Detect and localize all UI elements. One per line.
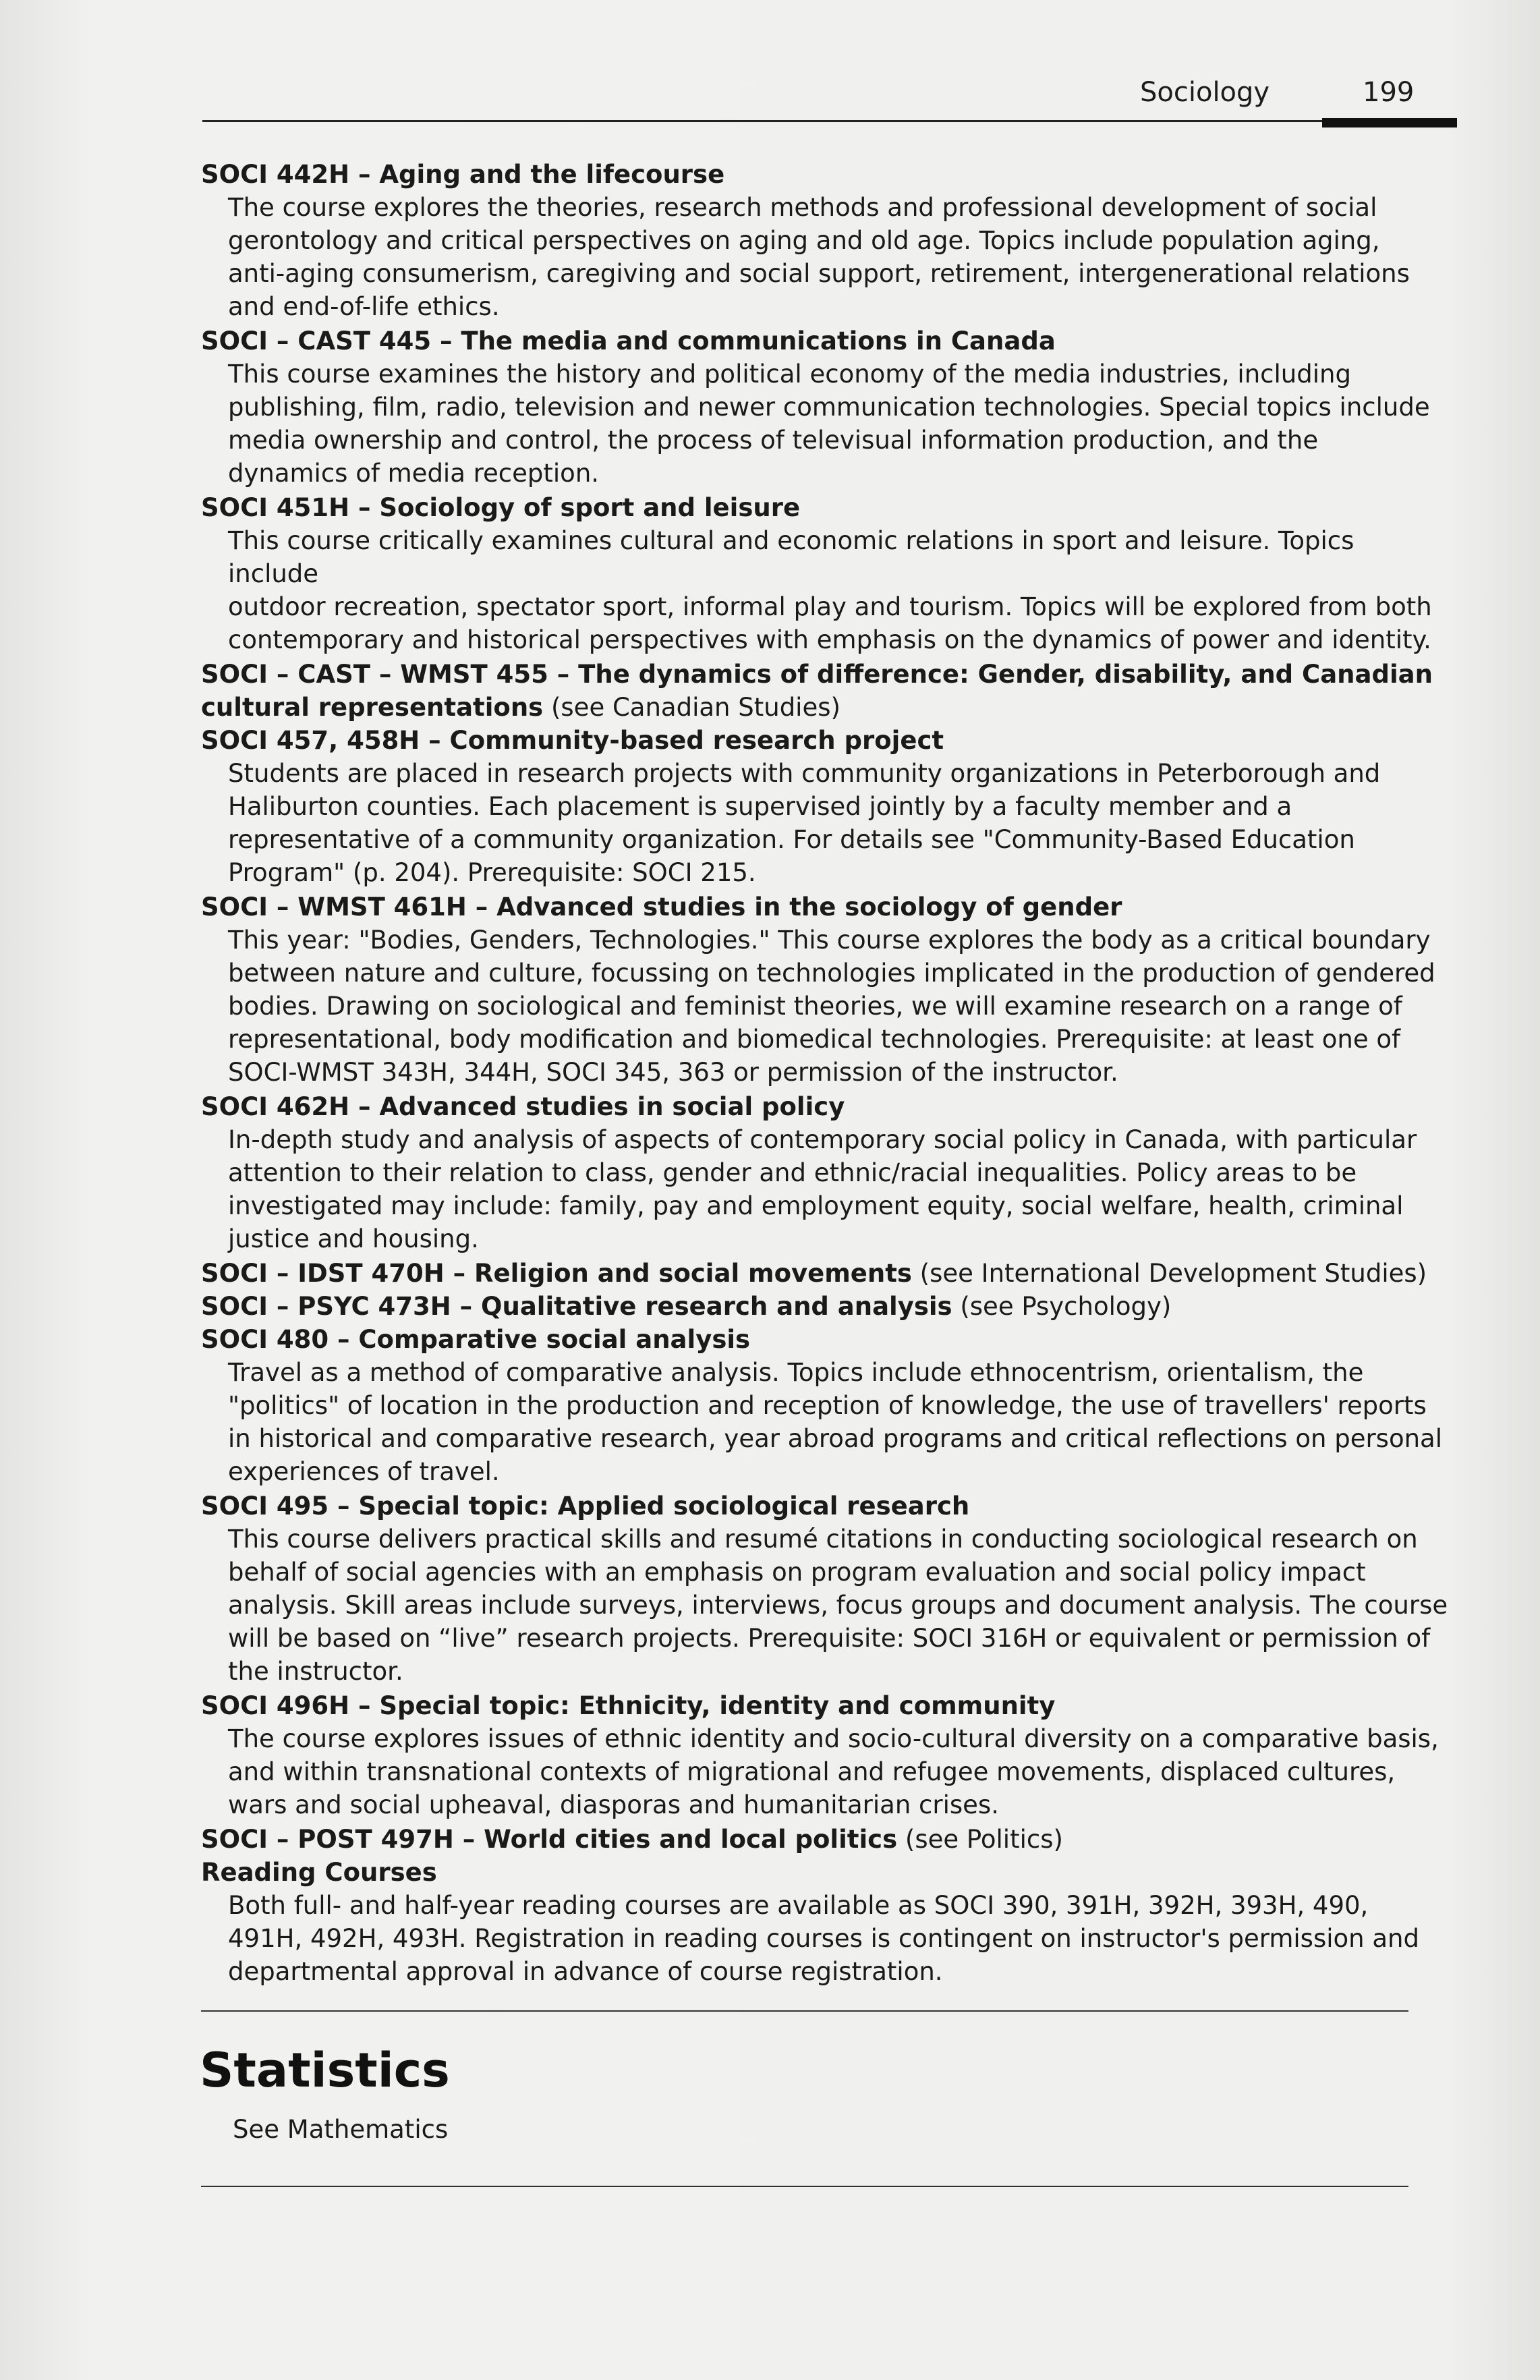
description-line: bodies. Drawing on sociological and feminist theories, we will examine research on a range of	[228, 992, 1402, 1021]
description-line: The course explores the theories, research methods and professional development of social	[228, 193, 1377, 222]
course-title: SOCI – CAST – WMST 455 – The dynamics of difference: Gender, disability, and Canadian cultural representations	[201, 660, 1433, 722]
statistics-cross-reference: See Mathematics	[233, 2115, 449, 2144]
course-entry	[201, 658, 1449, 724]
course-title: SOCI 442H – Aging and the lifecourse	[201, 160, 725, 189]
course-entry	[201, 1689, 1449, 1821]
course-heading	[201, 1290, 1449, 1323]
course-description	[228, 1123, 1449, 1255]
course-description	[228, 191, 1449, 323]
course-cross-reference: (see Politics)	[897, 1825, 1063, 1854]
course-cross-reference: (see Psychology)	[952, 1292, 1172, 1321]
course-heading	[201, 1823, 1449, 1856]
course-description	[228, 924, 1449, 1089]
statistics-heading: Statistics	[200, 2043, 450, 2098]
course-title: SOCI 462H – Advanced studies in social policy	[201, 1092, 845, 1121]
course-heading	[201, 1689, 1449, 1722]
course-entry	[201, 890, 1449, 1089]
description-line: attention to their relation to class, gender and ethnic/racial inequalities. Policy areas to be	[228, 1158, 1357, 1187]
course-heading	[201, 724, 1449, 757]
description-line: publishing, film, radio, television and newer communication technologies. Special topics include	[228, 393, 1430, 422]
course-title: SOCI 457, 458H – Community-based research project	[201, 726, 944, 755]
course-description	[228, 358, 1449, 490]
description-line: behalf of social agencies with an emphasis on program evaluation and social policy impact	[228, 1558, 1366, 1587]
section-divider-top	[201, 2010, 1408, 2012]
course-description	[228, 1889, 1449, 1988]
description-line: Travel as a method of comparative analysis. Topics include ethnocentrism, orientalism, the	[228, 1358, 1364, 1387]
description-line: anti-aging consumerism, caregiving and social support, retirement, intergenerational relations	[228, 259, 1410, 288]
course-title: SOCI – IDST 470H – Religion and social movements	[201, 1259, 912, 1288]
description-line: This year: "Bodies, Genders, Technologies." This course explores the body as a critical boundary	[228, 926, 1431, 955]
course-title: Reading Courses	[201, 1858, 437, 1887]
course-entry	[201, 1090, 1449, 1255]
description-line: dynamics of media reception.	[228, 459, 600, 488]
description-line: and end-of-life ethics.	[228, 292, 500, 321]
description-line: The course explores issues of ethnic identity and socio-cultural diversity on a comparative basis,	[228, 1724, 1439, 1753]
course-entry	[201, 724, 1449, 889]
course-title: SOCI 451H – Sociology of sport and leisure	[201, 493, 801, 522]
description-line: experiences of travel.	[228, 1457, 500, 1486]
description-line: SOCI-WMST 343H, 344H, SOCI 345, 363 or permission of the instructor.	[228, 1058, 1118, 1087]
description-line: Haliburton counties. Each placement is supervised jointly by a faculty member and a	[228, 792, 1292, 821]
description-line: "politics" of location in the production and reception of knowledge, the use of travellers' reports	[228, 1391, 1427, 1420]
header-tab-bar	[1322, 118, 1457, 128]
course-title: SOCI 480 – Comparative social analysis	[201, 1325, 751, 1354]
description-line: media ownership and control, the process of televisual information production, and the	[228, 426, 1319, 455]
description-line: analysis. Skill areas include surveys, interviews, focus groups and document analysis. The course	[228, 1591, 1448, 1620]
course-entry	[201, 1856, 1449, 1988]
course-entry	[201, 1323, 1449, 1488]
course-description	[228, 1356, 1449, 1488]
description-line: departmental approval in advance of course registration.	[228, 1957, 943, 1986]
description-line: representational, body modification and biomedical technologies. Prerequisite: at least one of	[228, 1025, 1401, 1054]
course-entry	[201, 1257, 1449, 1290]
course-title: SOCI – WMST 461H – Advanced studies in the sociology of gender	[201, 893, 1122, 922]
description-line: the instructor.	[228, 1657, 403, 1686]
description-line: between nature and culture, focussing on technologies implicated in the production of gendered	[228, 959, 1435, 988]
course-entry	[201, 1490, 1449, 1688]
description-line: will be based on “live” research projects. Prerequisite: SOCI 316H or equivalent or permission of	[228, 1624, 1431, 1653]
header-rule	[202, 120, 1457, 122]
description-line: representative of a community organization. For details see "Community-Based Education	[228, 825, 1355, 854]
course-heading	[201, 324, 1449, 358]
description-line: investigated may include: family, pay and employment equity, social welfare, health, criminal	[228, 1191, 1404, 1220]
description-line: This course examines the history and political economy of the media industries, including	[228, 360, 1351, 389]
course-heading	[201, 491, 1449, 524]
course-description	[228, 524, 1449, 656]
course-title: SOCI – CAST 445 – The media and communications in Canada	[201, 327, 1056, 356]
course-cross-reference: (see International Development Studies)	[911, 1259, 1427, 1288]
course-title: SOCI 495 – Special topic: Applied sociological research	[201, 1492, 970, 1521]
description-line: 491H, 492H, 493H. Registration in reading courses is contingent on instructor's permission and	[228, 1924, 1419, 1953]
description-line: outdoor recreation, spectator sport, informal play and tourism. Topics will be explored from both	[228, 592, 1432, 621]
description-line: and within transnational contexts of migrational and refugee movements, displaced cultures,	[228, 1757, 1396, 1786]
course-cross-reference: (see Canadian Studies)	[543, 693, 840, 722]
description-line: Program" (p. 204). Prerequisite: SOCI 215.	[228, 858, 756, 887]
description-line: wars and social upheaval, diasporas and humanitarian crises.	[228, 1790, 999, 1819]
course-entry	[201, 491, 1449, 656]
description-line: This course delivers practical skills and resumé citations in conducting sociological research on	[228, 1525, 1418, 1554]
course-entry	[201, 1823, 1449, 1856]
course-heading	[201, 1490, 1449, 1523]
course-heading	[201, 658, 1449, 724]
course-title: SOCI – PSYC 473H – Qualitative research and analysis	[201, 1292, 952, 1321]
course-description	[228, 757, 1449, 889]
description-line: in historical and comparative research, year abroad programs and critical reflections on personal	[228, 1424, 1442, 1453]
section-divider-bottom	[201, 2186, 1408, 2187]
course-heading	[201, 1257, 1449, 1290]
course-heading	[201, 890, 1449, 924]
description-line: This course critically examines cultural and economic relations in sport and leisure. Topics include	[228, 526, 1354, 588]
page-number: 199	[1363, 77, 1415, 108]
course-heading	[201, 158, 1449, 191]
description-line: In-depth study and analysis of aspects of contemporary social policy in Canada, with particular	[228, 1125, 1417, 1154]
running-header-section: Sociology	[1140, 77, 1270, 108]
course-description	[228, 1523, 1449, 1688]
course-listing	[201, 158, 1449, 1989]
description-line: Both full- and half-year reading courses are available as SOCI 390, 391H, 392H, 393H, 490,	[228, 1891, 1369, 1920]
description-line: contemporary and historical perspectives with emphasis on the dynamics of power and identity.	[228, 625, 1431, 654]
description-line: justice and housing.	[228, 1224, 479, 1253]
description-line: Students are placed in research projects with community organizations in Peterborough and	[228, 759, 1381, 788]
course-title: SOCI 496H – Special topic: Ethnicity, identity and community	[201, 1691, 1056, 1720]
description-line: gerontology and critical perspectives on aging and old age. Topics include population aging,	[228, 226, 1380, 255]
course-description	[228, 1722, 1449, 1821]
course-heading	[201, 1090, 1449, 1123]
course-entry	[201, 324, 1449, 490]
course-heading	[201, 1323, 1449, 1356]
course-title: SOCI – POST 497H – World cities and local politics	[201, 1825, 898, 1854]
course-heading	[201, 1856, 1449, 1889]
course-entry	[201, 1290, 1449, 1323]
course-entry	[201, 158, 1449, 323]
